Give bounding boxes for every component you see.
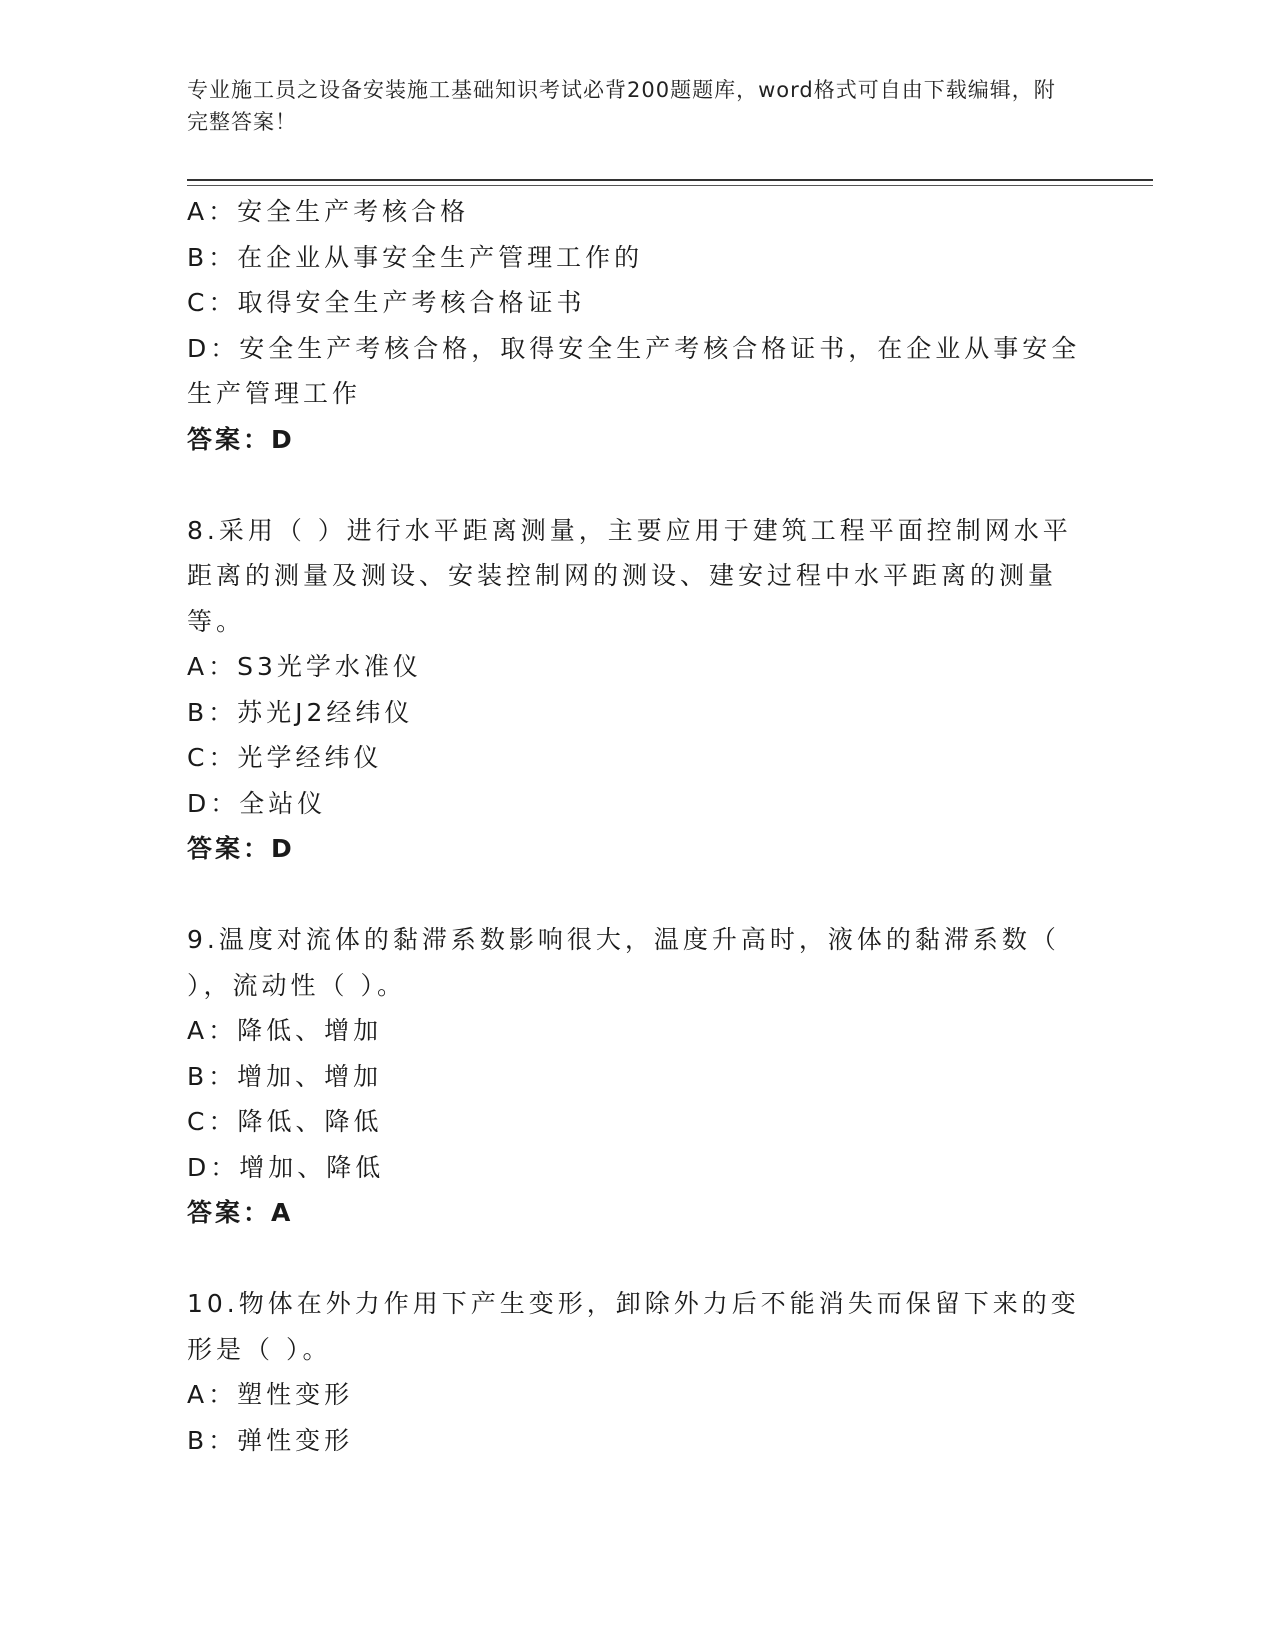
option-a: A：塑性变形: [187, 1380, 354, 1409]
question-7: [187, 189, 1087, 462]
option-a: A：降低、增加: [187, 1016, 383, 1045]
question-stem: 10.物体在外力作用下产生变形，卸除外力后不能消失而保留下来的变形是（ ）。: [187, 1289, 1080, 1364]
question-9: [187, 917, 1087, 1236]
spacer: [187, 1236, 1087, 1282]
question-stem: 9.温度对流体的黏滞系数影响很大，温度升高时，液体的黏滞系数（ ），流动性（ ）。: [187, 925, 1060, 1000]
question-content: [187, 189, 1087, 1463]
header-title: 专业施工员之设备安装施工基础知识考试必背200题题库，word格式可自由下载编辑，附完整答案！: [187, 78, 1056, 134]
option-a: A：S3光学水准仪: [187, 652, 422, 681]
question-stem: 8.采用（ ）进行水平距离测量，主要应用于建筑工程平面控制网水平距离的测量及测设、安装控制网的测设、建安过程中水平距离的测量等。: [187, 515, 1072, 636]
answer: 答案：D: [187, 424, 295, 454]
document-header: [187, 74, 1077, 138]
option-c: C：光学经纬仪: [187, 743, 383, 772]
header-divider-thin: [187, 185, 1153, 186]
question-8: [187, 508, 1087, 872]
option-c: C：取得安全生产考核合格证书: [187, 288, 586, 317]
answer: 答案：D: [187, 834, 295, 863]
option-b: B：增加、增加: [187, 1061, 383, 1091]
spacer: [187, 462, 1087, 508]
option-b: B：在企业从事安全生产管理工作的: [187, 242, 644, 272]
option-b: B：苏光J2经纬仪: [187, 697, 414, 727]
option-d: D：安全生产考核合格，取得安全生产考核合格证书，在企业从事安全生产管理工作: [187, 333, 1081, 408]
answer: 答案：A: [187, 1198, 294, 1227]
option-a: A：安全生产考核合格: [187, 197, 470, 226]
question-10: [187, 1281, 1087, 1463]
spacer: [187, 872, 1087, 918]
option-b: B：弹性变形: [187, 1425, 354, 1455]
option-d: D：增加、降低: [187, 1152, 385, 1182]
header-divider-thick: [187, 179, 1153, 181]
option-d: D：全站仪: [187, 788, 327, 818]
option-c: C：降低、降低: [187, 1107, 383, 1136]
